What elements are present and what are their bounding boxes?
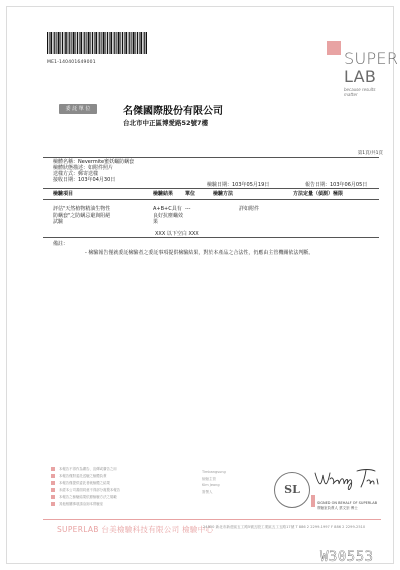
pink-bullet	[51, 474, 55, 478]
remarks-text: - 檢驗報告僅就委託檢驗者之委託事項提供檢驗結果，對於本產品之合法性，仍應由主管機關依法判斷。	[85, 250, 314, 256]
report-date: 報告日期：103年06月05日	[305, 182, 368, 188]
pink-bullet	[51, 495, 55, 499]
note-item: 本報告僅提供委託者就檢體之結果	[51, 479, 251, 486]
note-item: 本報告僅對委託送驗之檢體負責	[51, 472, 251, 479]
header-result: 檢驗結果	[153, 191, 174, 197]
logo-pink-square	[327, 41, 341, 55]
delivery-method: 送樣方式：郵寄送樣	[53, 171, 99, 177]
cell-test-item: 評估"天然植物精油生物性防螨套"之防螨忌避與阻絕試驗	[53, 206, 111, 225]
divider-table-top	[43, 188, 379, 189]
header-unit: 單位	[185, 191, 196, 197]
client-address: 台北市中正區博愛路52號7樓	[123, 119, 209, 127]
test-date: 檢驗日期：103年05月19日	[207, 182, 270, 188]
note-item: 本報告不得作為廣告、宣傳或廣告之用	[51, 465, 251, 472]
header-test-item: 檢驗項目	[53, 191, 74, 197]
page-number: 第1頁/共1頁	[357, 151, 383, 156]
handwritten-signature	[313, 465, 385, 495]
pink-bullet	[51, 481, 55, 485]
seal-text: SL	[284, 483, 300, 496]
logo-text-lab: LAB	[344, 67, 377, 86]
pink-bullet	[51, 488, 55, 492]
header-limit: 方法定量（偵測）極限	[293, 191, 344, 197]
divider-table-bottom	[43, 237, 379, 238]
note-item: 未經本公司書面同意不得部分複製本報告	[51, 486, 251, 493]
client-tag: 委 託 單 位	[59, 104, 97, 114]
receipt-date: 接收日期：103年04月30日	[53, 177, 116, 183]
report-page	[6, 6, 399, 565]
document-id: W30553	[320, 549, 374, 565]
remarks-label: 備註：	[53, 241, 69, 247]
stamp-labels: Timbangsung 檢驗主管 Kim Jeong 簽署人	[202, 470, 226, 494]
signatory-block: SIGNED ON BEHALF OF SUPERLAB 實驗室負責人 蔡文崇 博士	[317, 501, 378, 510]
cell-unit: ---	[185, 206, 191, 212]
note-item: 本報告之檢驗結果依據檢驗方法之規範	[51, 493, 251, 500]
footer-address: 24850 新北市新莊區五工路5號五股工業區五工五路17號 T 886 2 2299-1997 F 886 2 2299-2510	[203, 525, 366, 529]
cell-result: A+B+C具有良好抗塵蟎效果	[153, 206, 184, 225]
header-method: 檢驗方法	[213, 191, 234, 197]
sample-name: 檢體名稱：Nevermite蜜妖蟎防螨套	[53, 159, 135, 165]
client-name: 名傑國際股份有限公司	[123, 106, 223, 117]
cell-method: 詳如附件	[239, 206, 260, 212]
pink-bullet	[51, 502, 55, 506]
footer-brand: SUPERLAB 台美檢驗科技有限公司 檢驗中心	[57, 525, 214, 534]
superlab-seal	[274, 472, 310, 508]
signatory-pink-bar	[311, 495, 315, 507]
divider-table-header	[43, 199, 379, 200]
pink-bullet	[51, 467, 55, 471]
superlab-logo	[327, 41, 399, 103]
divider-top	[43, 157, 379, 158]
footer-divider	[43, 519, 381, 520]
logo-tagline: because results matter	[344, 87, 376, 97]
barcode-number: ME1-140401649001	[47, 60, 96, 65]
blank-below-note: XXX 以下空白 XXX	[155, 231, 199, 237]
note-item: 其他相關事項請洽詢本實驗室	[51, 500, 251, 507]
barcode-image	[47, 32, 147, 54]
sample-description: 檢體狀態描述：如附件照片	[53, 165, 114, 171]
logo-text-super: SUPER	[344, 49, 399, 68]
